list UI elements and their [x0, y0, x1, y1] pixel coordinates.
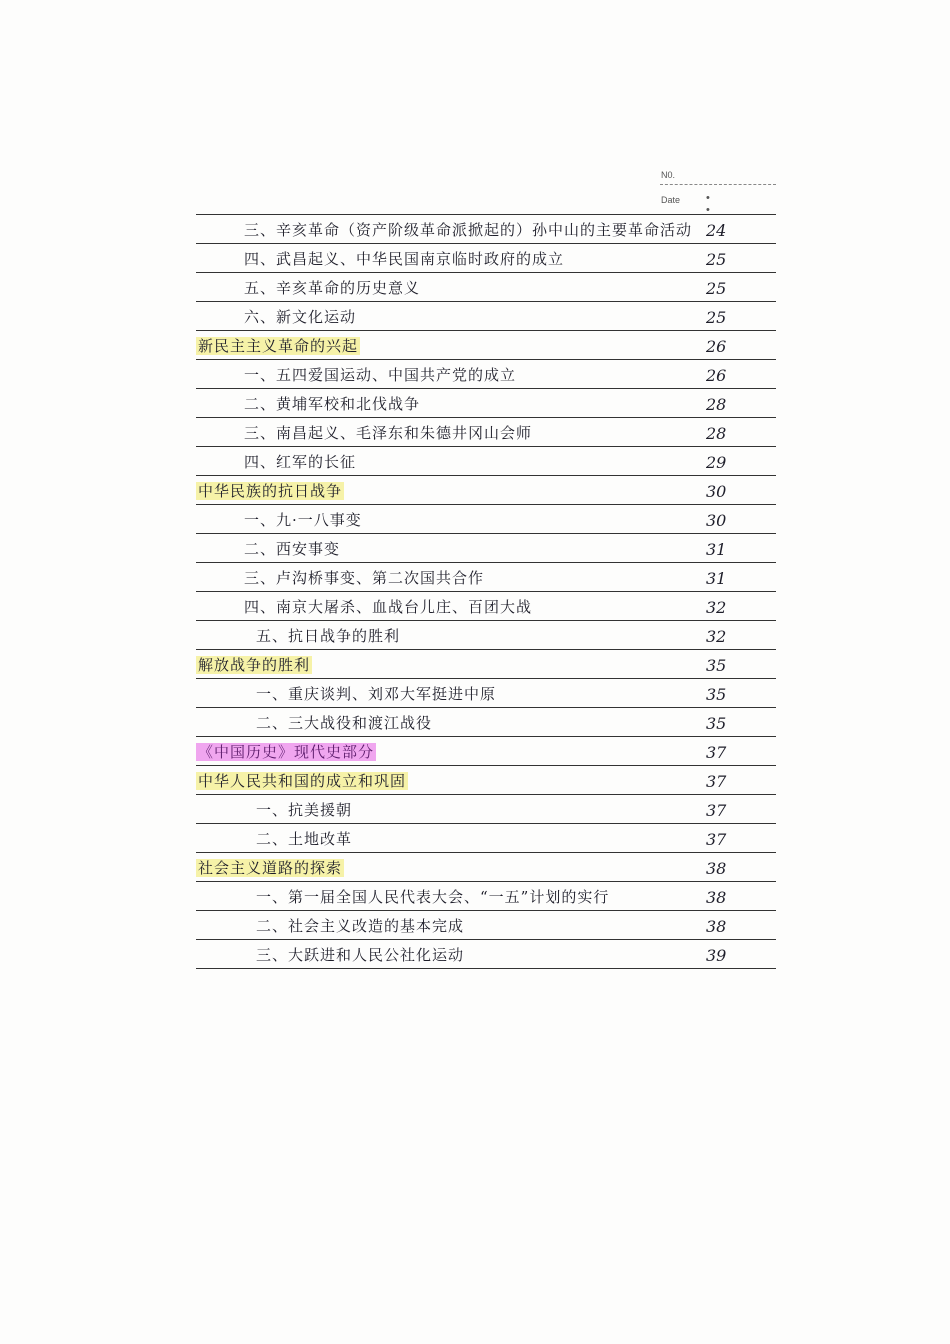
toc-row: [196, 678, 776, 708]
toc-page-number: 25: [706, 279, 727, 298]
toc-row: [196, 736, 776, 766]
date-dots: • •: [706, 192, 732, 216]
toc-row: [196, 330, 776, 360]
number-label: N0.: [661, 170, 676, 180]
toc-subsection-title: 三、南昌起义、毛泽东和朱德井冈山会师: [244, 424, 533, 442]
toc-row: [196, 620, 776, 650]
toc-row: [196, 446, 776, 476]
toc-page-number: 38: [706, 859, 727, 878]
toc-page-number: 35: [706, 656, 727, 675]
toc-section-title: 社会主义道路的探索: [198, 859, 343, 877]
toc-row: [196, 707, 776, 737]
toc-subsection-title: 二、社会主义改造的基本完成: [256, 917, 465, 935]
toc-subsection-title: 三、卢沟桥事变、第二次国共合作: [244, 569, 485, 587]
toc-subsection-title: 五、抗日战争的胜利: [256, 627, 401, 645]
toc-page-number: 35: [706, 714, 727, 733]
toc-section-title: 中华民族的抗日战争: [198, 482, 343, 500]
toc-subsection-title: 一、重庆谈判、刘邓大军挺进中原: [256, 685, 497, 703]
toc-subsection-title: 五、辛亥革命的历史意义: [244, 279, 421, 297]
toc-subsection-title: 一、九·一八事变: [244, 511, 362, 529]
toc-page-number: 37: [706, 772, 727, 791]
toc-page-number: 30: [706, 482, 727, 501]
toc-subsection-title: 一、第一届全国人民代表大会、“一五”计划的实行: [256, 888, 610, 906]
toc-row: [196, 591, 776, 621]
toc-row: [196, 359, 776, 389]
toc-row: [196, 243, 776, 273]
toc-row: [196, 562, 776, 592]
toc-row: [196, 504, 776, 534]
toc-page-number: 35: [706, 685, 727, 704]
toc-row: [196, 475, 776, 505]
toc-row: [196, 533, 776, 563]
toc-page-number: 31: [706, 540, 727, 559]
toc-section-title: 中华人民共和国的成立和巩固: [198, 772, 407, 790]
toc-row: [196, 272, 776, 302]
toc-row: [196, 794, 776, 824]
toc-section-title: 新民主主义革命的兴起: [198, 337, 359, 355]
toc-subsection-title: 一、抗美援朝: [256, 801, 353, 819]
toc-subsection-title: 三、辛亥革命（资产阶级革命派掀起的）孙中山的主要革命活动: [244, 221, 693, 239]
toc-page-number: 25: [706, 308, 727, 327]
toc-row: [196, 214, 776, 244]
toc-subsection-title: 四、武昌起义、中华民国南京临时政府的成立: [244, 250, 565, 268]
toc-page-number: 37: [706, 743, 727, 762]
toc-page-number: 25: [706, 250, 727, 269]
toc-page-number: 38: [706, 888, 727, 907]
toc-row: [196, 649, 776, 679]
toc-page-number: 32: [706, 627, 727, 646]
toc-page-number: 39: [706, 946, 727, 965]
toc-page-number: 31: [706, 569, 727, 588]
toc-subsection-title: 二、黄埔军校和北伐战争: [244, 395, 421, 413]
toc-page-number: 26: [706, 337, 727, 356]
toc-row: [196, 939, 776, 969]
toc-subsection-title: 二、西安事变: [244, 540, 341, 558]
toc-subsection-title: 二、三大战役和渡江战役: [256, 714, 433, 732]
toc-page-number: 38: [706, 917, 727, 936]
toc-page-number: 37: [706, 830, 727, 849]
toc-row: [196, 301, 776, 331]
toc-page-number: 29: [706, 453, 727, 472]
toc-page-number: 30: [706, 511, 727, 530]
toc-subsection-title: 四、南京大屠杀、血战台儿庄、百团大战: [244, 598, 533, 616]
toc-row: [196, 852, 776, 882]
toc-section-title: 解放战争的胜利: [198, 656, 311, 674]
toc-row: [196, 765, 776, 795]
toc-row: [196, 823, 776, 853]
toc-section-title: 《中国历史》现代史部分: [198, 743, 375, 761]
toc-subsection-title: 二、土地改革: [256, 830, 353, 848]
toc-page-number: 28: [706, 395, 727, 414]
toc-page-number: 37: [706, 801, 727, 820]
toc-subsection-title: 六、新文化运动: [244, 308, 357, 326]
toc-subsection-title: 一、五四爱国运动、中国共产党的成立: [244, 366, 517, 384]
toc-subsection-title: 四、红军的长征: [244, 453, 357, 471]
toc-page-number: 28: [706, 424, 727, 443]
toc-page-number: 32: [706, 598, 727, 617]
toc-row: [196, 881, 776, 911]
date-label: Date: [661, 195, 681, 205]
header-divider: [660, 184, 776, 185]
toc-row: [196, 417, 776, 447]
toc-subsection-title: 三、大跃进和人民公社化运动: [256, 946, 465, 964]
toc-row: [196, 388, 776, 418]
toc-page-number: 24: [706, 221, 727, 240]
toc-page-number: 26: [706, 366, 727, 385]
toc-row: [196, 910, 776, 940]
